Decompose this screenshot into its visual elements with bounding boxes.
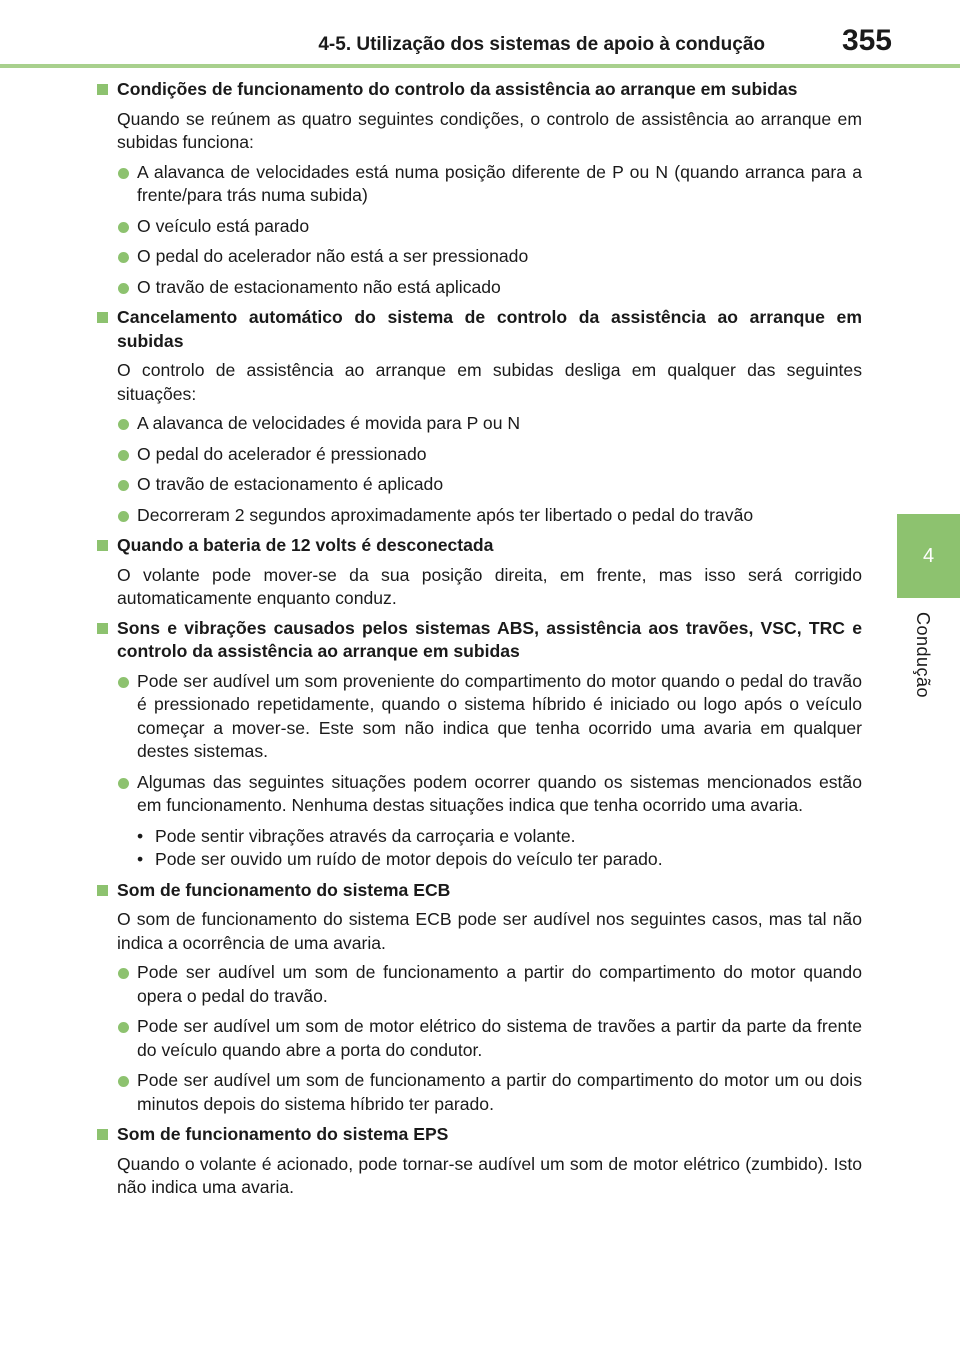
square-bullet-icon: [97, 1129, 108, 1140]
section-title: Condições de funcionamento do controlo da assistência ao arranque em subidas: [97, 78, 862, 102]
round-bullet-icon: [118, 778, 129, 789]
page-content: [97, 78, 862, 1206]
section-intro: O controlo de assistência ao arranque em subidas desliga em qualquer das seguintes situações:: [117, 360, 862, 404]
section-intro: O som de funcionamento do sistema ECB pode ser audível nos seguintes casos, mas tal não indica a ocorrência de uma avaria.: [117, 909, 862, 953]
list-item: Decorreram 2 segundos aproximadamente após ter libertado o pedal do travão: [97, 504, 862, 528]
chapter-number: 4: [922, 544, 935, 567]
section-sounds-vibrations: [97, 617, 862, 872]
section-ecb-sound: [97, 879, 862, 1117]
section-title: Som de funcionamento do sistema ECB: [97, 879, 862, 903]
list-item: O pedal do acelerador não está a ser pressionado: [97, 245, 862, 269]
round-bullet-icon: [118, 1076, 129, 1087]
section-eps-sound: [97, 1123, 862, 1200]
section-intro: Quando se reúnem as quatro seguintes condições, o controlo de assistência ao arranque em subidas funciona:: [117, 108, 862, 152]
square-bullet-icon: [97, 885, 108, 896]
round-bullet-icon: [118, 419, 129, 430]
round-bullet-icon: [118, 168, 129, 179]
round-bullet-icon: [118, 283, 129, 294]
list-item: O travão de estacionamento não está aplicado: [97, 276, 862, 300]
header-divider: [0, 64, 960, 68]
list-item: A alavanca de velocidades é movida para P ou N: [97, 412, 862, 436]
square-bullet-icon: [97, 623, 108, 634]
dot-mark-icon: •: [137, 849, 144, 869]
list-item: O veículo está parado: [97, 215, 862, 239]
round-bullet-icon: [118, 968, 129, 979]
round-bullet-icon: [118, 1022, 129, 1033]
list-item: Pode ser audível um som de funcionamento a partir do compartimento do motor um ou dois minutos depois do sistema híbrido ter parado.: [97, 1069, 862, 1116]
list-item: Pode ser audível um som de funcionamento a partir do compartimento do motor quando opera o pedal do travão.: [97, 961, 862, 1008]
list-item: A alavanca de velocidades está numa posição diferente de P ou N (quando arranca para a frente/para trás numa subida): [97, 161, 862, 208]
chapter-title: 4-5. Utilização dos sistemas de apoio à condução: [318, 34, 765, 55]
chapter-tab: [897, 514, 960, 598]
section-title: Som de funcionamento do sistema EPS: [97, 1123, 862, 1147]
chapter-label: Condução: [913, 612, 933, 699]
list-item: Pode ser audível um som proveniente do compartimento do motor quando o pedal do travão é pressionado repetidamente, quando o sistema híbrido é iniciado ou logo após o veículo começar a mover-se. Este som não indica que tenha ocorrido uma avaria em qualquer destes sistemas.: [97, 670, 862, 764]
section-battery-disconnected: [97, 534, 862, 611]
list-item: O pedal do acelerador é pressionado: [97, 443, 862, 467]
section-hill-start-conditions: [97, 78, 862, 299]
round-bullet-icon: [118, 252, 129, 263]
sub-list-item: • Pode ser ouvido um ruído de motor depois do veículo ter parado.: [137, 848, 862, 872]
section-intro: Quando o volante é acionado, pode tornar-se audível um som de motor elétrico (zumbido). Isto não indica uma avaria.: [117, 1153, 862, 1197]
square-bullet-icon: [97, 312, 108, 323]
section-auto-cancel: [97, 306, 862, 527]
section-title: Sons e vibrações causados pelos sistemas ABS, assistência aos travões, VSC, TRC e controlo da assistência ao arranque em subidas: [97, 617, 862, 664]
list-item: Pode ser audível um som de motor elétrico do sistema de travões a partir da parte da frente do veículo quando abre a porta do condutor.: [97, 1015, 862, 1062]
sub-list-item: • Pode sentir vibrações através da carroçaria e volante.: [137, 825, 862, 849]
section-intro: O volante pode mover-se da sua posição direita, em frente, mas isso será corrigido automaticamente enquanto conduz.: [117, 564, 862, 608]
dot-mark-icon: •: [137, 825, 144, 846]
page-header: [0, 0, 960, 70]
square-bullet-icon: [97, 540, 108, 551]
round-bullet-icon: [118, 222, 129, 233]
sub-list: [97, 825, 862, 872]
round-bullet-icon: [118, 450, 129, 461]
section-title: Cancelamento automático do sistema de controlo da assistência ao arranque em subidas: [97, 306, 862, 353]
list-item: O travão de estacionamento é aplicado: [97, 473, 862, 497]
round-bullet-icon: [118, 511, 129, 522]
round-bullet-icon: [118, 677, 129, 688]
square-bullet-icon: [97, 84, 108, 95]
list-item: Algumas das seguintes situações podem ocorrer quando os sistemas mencionados estão em funcionamento. Nenhuma destas situações indica que tenha ocorrido uma avaria.: [97, 771, 862, 818]
page-number: 355: [841, 24, 892, 57]
section-title: Quando a bateria de 12 volts é desconectada: [97, 534, 862, 558]
round-bullet-icon: [118, 480, 129, 491]
